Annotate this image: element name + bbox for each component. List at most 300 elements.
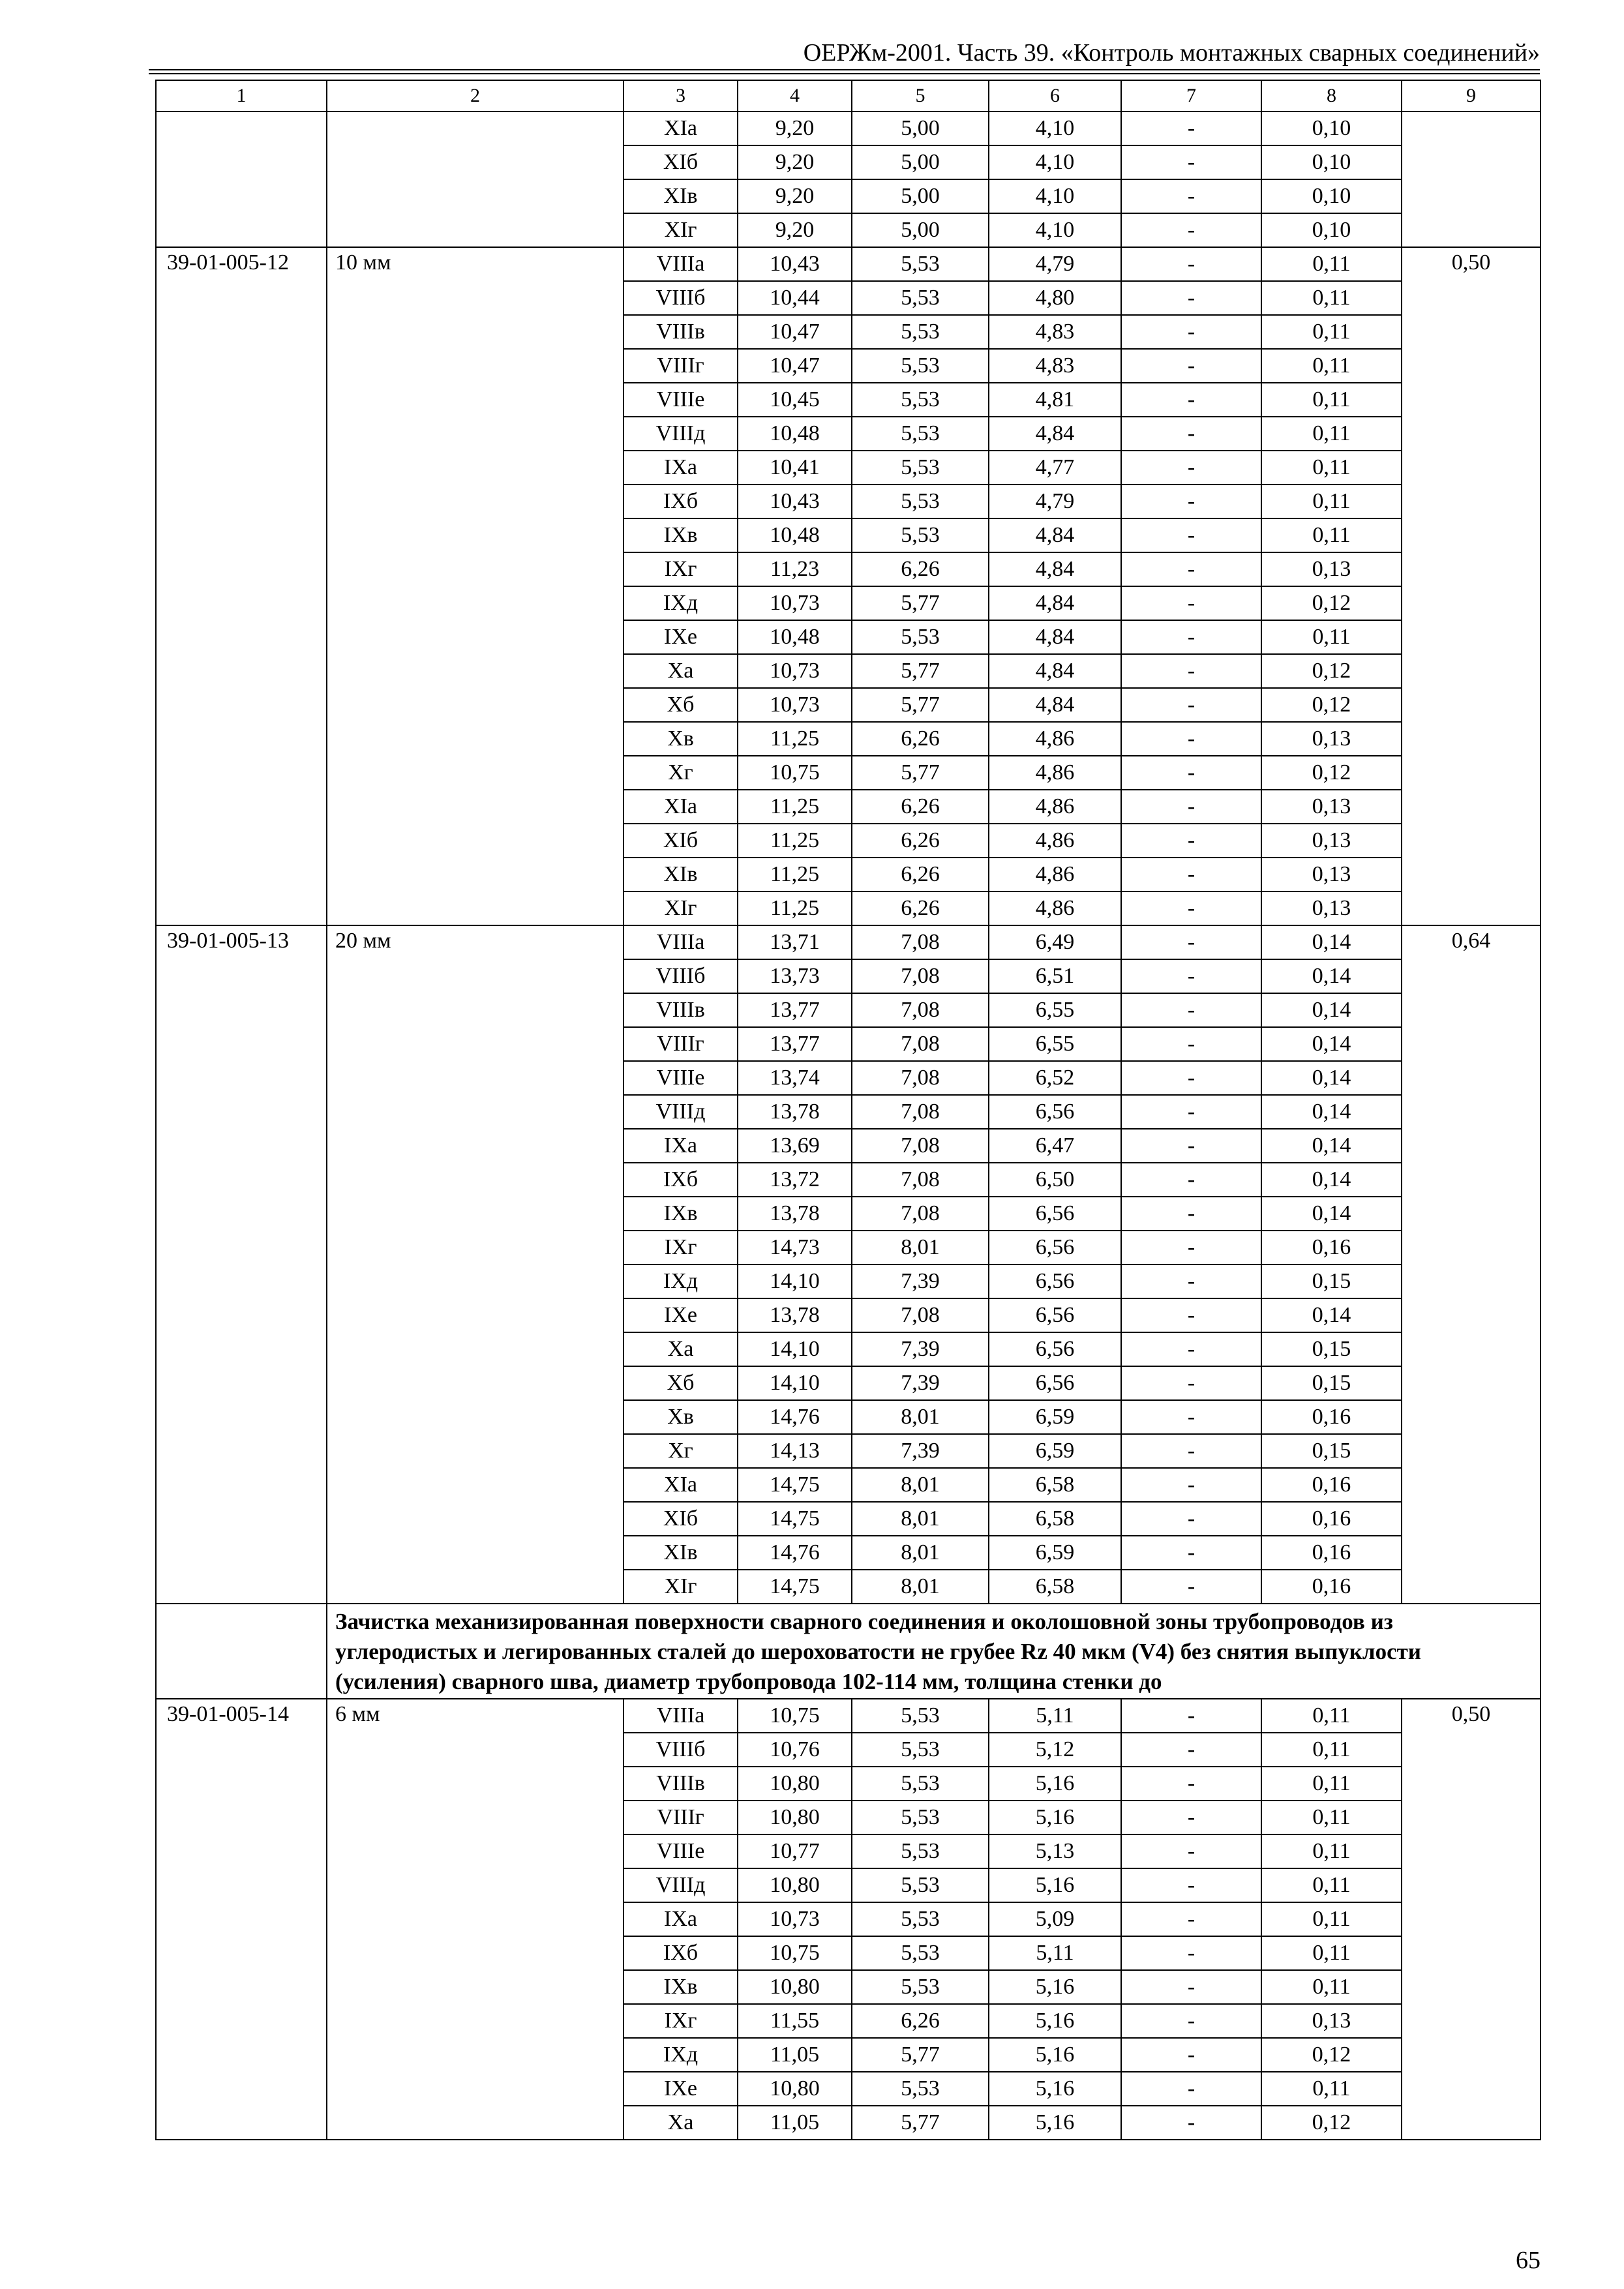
total-cost-cell: 9,20 bbox=[738, 213, 852, 247]
wages-cell: 5,00 bbox=[852, 112, 989, 145]
wages-cell: 5,53 bbox=[852, 485, 989, 518]
column-number: 2 bbox=[327, 80, 624, 112]
driver-wages-cell: - bbox=[1121, 552, 1261, 586]
driver-wages-cell: - bbox=[1121, 1298, 1261, 1332]
column-number: 7 bbox=[1121, 80, 1261, 112]
materials-cell: 0,14 bbox=[1261, 959, 1402, 993]
materials-cell: 0,11 bbox=[1261, 417, 1402, 451]
category-cell: VIIIа bbox=[624, 247, 738, 281]
total-cost-cell: 11,25 bbox=[738, 722, 852, 756]
machines-cell: 6,55 bbox=[989, 1027, 1121, 1061]
wages-cell: 7,08 bbox=[852, 1129, 989, 1163]
total-cost-cell: 10,80 bbox=[738, 1868, 852, 1902]
machines-cell: 4,84 bbox=[989, 586, 1121, 620]
category-cell: XIа bbox=[624, 1468, 738, 1502]
materials-cell: 0,10 bbox=[1261, 213, 1402, 247]
materials-cell: 0,11 bbox=[1261, 485, 1402, 518]
category-cell: VIIIб bbox=[624, 959, 738, 993]
wages-cell: 5,53 bbox=[852, 1970, 989, 2004]
machines-cell: 4,10 bbox=[989, 145, 1121, 179]
driver-wages-cell: - bbox=[1121, 1129, 1261, 1163]
total-cost-cell: 14,10 bbox=[738, 1264, 852, 1298]
machines-cell: 5,09 bbox=[989, 1902, 1121, 1936]
category-cell: Xа bbox=[624, 1332, 738, 1366]
wages-cell: 5,53 bbox=[852, 383, 989, 417]
wall-thickness-cell bbox=[327, 112, 624, 247]
machines-cell: 4,86 bbox=[989, 722, 1121, 756]
materials-cell: 0,15 bbox=[1261, 1366, 1402, 1400]
wages-cell: 7,08 bbox=[852, 959, 989, 993]
category-cell: VIIIе bbox=[624, 383, 738, 417]
machines-cell: 4,80 bbox=[989, 281, 1121, 315]
wages-cell: 5,53 bbox=[852, 1936, 989, 1970]
category-cell: IXв bbox=[624, 1970, 738, 2004]
materials-cell: 0,14 bbox=[1261, 1163, 1402, 1197]
total-cost-cell: 13,69 bbox=[738, 1129, 852, 1163]
total-cost-cell: 13,77 bbox=[738, 993, 852, 1027]
machines-cell: 6,50 bbox=[989, 1163, 1121, 1197]
driver-wages-cell: - bbox=[1121, 1434, 1261, 1468]
machines-cell: 5,16 bbox=[989, 2038, 1121, 2072]
column-number: 4 bbox=[738, 80, 852, 112]
category-cell: IXд bbox=[624, 2038, 738, 2072]
category-cell: IXе bbox=[624, 2072, 738, 2106]
driver-wages-cell: - bbox=[1121, 688, 1261, 722]
category-cell: IXе bbox=[624, 620, 738, 654]
driver-wages-cell: - bbox=[1121, 858, 1261, 891]
total-cost-cell: 10,43 bbox=[738, 485, 852, 518]
section-heading-text: Зачистка механизированная поверхности сварного соединения и околошовной зоны трубопроводов из углеродистых и легированных сталей до шероховатости не грубее Rz 40 мкм (V4) без снятия выпуклости (усиления) сварного шва, диаметр трубопровода 102-114 мм, толщина стенки до bbox=[327, 1604, 1541, 1699]
category-cell: IXв bbox=[624, 1197, 738, 1231]
materials-cell: 0,12 bbox=[1261, 2106, 1402, 2140]
wall-thickness-cell: 6 мм bbox=[327, 1699, 624, 2140]
driver-wages-cell: - bbox=[1121, 485, 1261, 518]
driver-wages-cell: - bbox=[1121, 2004, 1261, 2038]
total-cost-cell: 13,78 bbox=[738, 1298, 852, 1332]
driver-wages-cell: - bbox=[1121, 1733, 1261, 1767]
materials-cell: 0,11 bbox=[1261, 247, 1402, 281]
driver-wages-cell: - bbox=[1121, 620, 1261, 654]
wages-cell: 8,01 bbox=[852, 1536, 989, 1570]
materials-cell: 0,15 bbox=[1261, 1264, 1402, 1298]
category-cell: VIIIе bbox=[624, 1834, 738, 1868]
wages-cell: 7,08 bbox=[852, 1298, 989, 1332]
wages-cell: 5,77 bbox=[852, 586, 989, 620]
driver-wages-cell: - bbox=[1121, 1767, 1261, 1801]
machines-cell: 4,86 bbox=[989, 824, 1121, 858]
column-number: 9 bbox=[1402, 80, 1541, 112]
category-cell: IXа bbox=[624, 1902, 738, 1936]
total-cost-cell: 10,48 bbox=[738, 417, 852, 451]
table-row bbox=[156, 112, 1541, 145]
category-cell: XIв bbox=[624, 858, 738, 891]
materials-cell: 0,11 bbox=[1261, 383, 1402, 417]
wages-cell: 5,77 bbox=[852, 2038, 989, 2072]
materials-cell: 0,10 bbox=[1261, 179, 1402, 213]
total-cost-cell: 13,71 bbox=[738, 925, 852, 959]
total-cost-cell: 14,76 bbox=[738, 1536, 852, 1570]
category-cell: Xа bbox=[624, 2106, 738, 2140]
column-number: 3 bbox=[624, 80, 738, 112]
total-cost-cell: 10,73 bbox=[738, 688, 852, 722]
machines-cell: 4,10 bbox=[989, 112, 1121, 145]
machines-cell: 5,16 bbox=[989, 2106, 1121, 2140]
machines-cell: 4,81 bbox=[989, 383, 1121, 417]
total-cost-cell: 10,73 bbox=[738, 654, 852, 688]
category-cell: IXе bbox=[624, 1298, 738, 1332]
page-number: 65 bbox=[1516, 2247, 1541, 2274]
total-cost-cell: 14,75 bbox=[738, 1570, 852, 1604]
driver-wages-cell: - bbox=[1121, 1902, 1261, 1936]
total-cost-cell: 10,75 bbox=[738, 1936, 852, 1970]
wages-cell: 6,26 bbox=[852, 824, 989, 858]
wages-cell: 8,01 bbox=[852, 1570, 989, 1604]
machines-cell: 4,10 bbox=[989, 179, 1121, 213]
materials-cell: 0,14 bbox=[1261, 925, 1402, 959]
wages-cell: 5,77 bbox=[852, 2106, 989, 2140]
norm-code-cell: 39-01-005-14 bbox=[156, 1699, 327, 2140]
machines-cell: 6,56 bbox=[989, 1231, 1121, 1264]
category-cell: IXб bbox=[624, 485, 738, 518]
machines-cell: 5,13 bbox=[989, 1834, 1121, 1868]
wages-cell: 6,26 bbox=[852, 891, 989, 925]
materials-cell: 0,14 bbox=[1261, 1095, 1402, 1129]
machines-cell: 6,56 bbox=[989, 1332, 1121, 1366]
total-cost-cell: 10,41 bbox=[738, 451, 852, 485]
materials-cell: 0,11 bbox=[1261, 518, 1402, 552]
total-cost-cell: 10,73 bbox=[738, 586, 852, 620]
total-cost-cell: 13,72 bbox=[738, 1163, 852, 1197]
driver-wages-cell: - bbox=[1121, 1027, 1261, 1061]
category-cell: XIа bbox=[624, 790, 738, 824]
materials-cell: 0,15 bbox=[1261, 1434, 1402, 1468]
machines-cell: 4,84 bbox=[989, 518, 1121, 552]
materials-cell: 0,11 bbox=[1261, 620, 1402, 654]
machines-cell: 6,56 bbox=[989, 1298, 1121, 1332]
category-cell: VIIIг bbox=[624, 349, 738, 383]
materials-cell: 0,10 bbox=[1261, 112, 1402, 145]
driver-wages-cell: - bbox=[1121, 112, 1261, 145]
wages-cell: 6,26 bbox=[852, 722, 989, 756]
category-cell: XIб bbox=[624, 1502, 738, 1536]
category-cell: VIIIб bbox=[624, 281, 738, 315]
total-cost-cell: 9,20 bbox=[738, 179, 852, 213]
wages-cell: 5,77 bbox=[852, 654, 989, 688]
category-cell: VIIIе bbox=[624, 1061, 738, 1095]
materials-cell: 0,11 bbox=[1261, 1801, 1402, 1834]
materials-cell: 0,16 bbox=[1261, 1502, 1402, 1536]
materials-cell: 0,11 bbox=[1261, 451, 1402, 485]
category-cell: VIIIд bbox=[624, 417, 738, 451]
driver-wages-cell: - bbox=[1121, 179, 1261, 213]
materials-cell: 0,14 bbox=[1261, 1061, 1402, 1095]
header-double-rule bbox=[149, 69, 1540, 74]
category-cell: XIг bbox=[624, 891, 738, 925]
materials-cell: 0,13 bbox=[1261, 2004, 1402, 2038]
total-cost-cell: 11,05 bbox=[738, 2106, 852, 2140]
category-cell: IXб bbox=[624, 1936, 738, 1970]
materials-cell: 0,11 bbox=[1261, 1699, 1402, 1733]
materials-cell: 0,14 bbox=[1261, 1197, 1402, 1231]
column-9-cell bbox=[1402, 112, 1541, 247]
total-cost-cell: 9,20 bbox=[738, 145, 852, 179]
category-cell: VIIIг bbox=[624, 1801, 738, 1834]
materials-cell: 0,11 bbox=[1261, 281, 1402, 315]
category-cell: VIIIв bbox=[624, 315, 738, 349]
machines-cell: 6,56 bbox=[989, 1095, 1121, 1129]
driver-wages-cell: - bbox=[1121, 1502, 1261, 1536]
materials-cell: 0,16 bbox=[1261, 1231, 1402, 1264]
wages-cell: 7,39 bbox=[852, 1264, 989, 1298]
total-cost-cell: 14,10 bbox=[738, 1366, 852, 1400]
materials-cell: 0,13 bbox=[1261, 790, 1402, 824]
norm-code-cell bbox=[156, 112, 327, 247]
total-cost-cell: 10,75 bbox=[738, 1699, 852, 1733]
driver-wages-cell: - bbox=[1121, 891, 1261, 925]
total-cost-cell: 11,23 bbox=[738, 552, 852, 586]
total-cost-cell: 10,47 bbox=[738, 315, 852, 349]
total-cost-cell: 10,48 bbox=[738, 620, 852, 654]
total-cost-cell: 10,73 bbox=[738, 1902, 852, 1936]
wages-cell: 7,08 bbox=[852, 1061, 989, 1095]
machines-cell: 4,86 bbox=[989, 858, 1121, 891]
driver-wages-cell: - bbox=[1121, 417, 1261, 451]
machines-cell: 6,47 bbox=[989, 1129, 1121, 1163]
category-cell: IXд bbox=[624, 1264, 738, 1298]
total-cost-cell: 10,45 bbox=[738, 383, 852, 417]
driver-wages-cell: - bbox=[1121, 2106, 1261, 2140]
driver-wages-cell: - bbox=[1121, 1095, 1261, 1129]
section-empty-cell bbox=[156, 1604, 327, 1699]
table-row bbox=[156, 247, 1541, 281]
materials-cell: 0,11 bbox=[1261, 1767, 1402, 1801]
wages-cell: 5,53 bbox=[852, 417, 989, 451]
total-cost-cell: 10,80 bbox=[738, 2072, 852, 2106]
wages-cell: 5,53 bbox=[852, 1801, 989, 1834]
machines-cell: 6,59 bbox=[989, 1400, 1121, 1434]
wages-cell: 7,39 bbox=[852, 1366, 989, 1400]
materials-cell: 0,12 bbox=[1261, 654, 1402, 688]
wages-cell: 5,00 bbox=[852, 213, 989, 247]
driver-wages-cell: - bbox=[1121, 1699, 1261, 1733]
total-cost-cell: 13,74 bbox=[738, 1061, 852, 1095]
materials-cell: 0,11 bbox=[1261, 1936, 1402, 1970]
wages-cell: 8,01 bbox=[852, 1502, 989, 1536]
category-cell: VIIIа bbox=[624, 925, 738, 959]
wages-cell: 5,00 bbox=[852, 179, 989, 213]
category-cell: XIв bbox=[624, 179, 738, 213]
driver-wages-cell: - bbox=[1121, 1468, 1261, 1502]
wages-cell: 5,77 bbox=[852, 688, 989, 722]
category-cell: IXа bbox=[624, 1129, 738, 1163]
driver-wages-cell: - bbox=[1121, 993, 1261, 1027]
wages-cell: 5,53 bbox=[852, 620, 989, 654]
total-cost-cell: 11,55 bbox=[738, 2004, 852, 2038]
driver-wages-cell: - bbox=[1121, 213, 1261, 247]
wages-cell: 5,53 bbox=[852, 349, 989, 383]
wall-thickness-cell: 20 мм bbox=[327, 925, 624, 1604]
wages-cell: 7,08 bbox=[852, 993, 989, 1027]
driver-wages-cell: - bbox=[1121, 383, 1261, 417]
driver-wages-cell: - bbox=[1121, 1570, 1261, 1604]
wages-cell: 7,08 bbox=[852, 925, 989, 959]
driver-wages-cell: - bbox=[1121, 1332, 1261, 1366]
column-number: 6 bbox=[989, 80, 1121, 112]
total-cost-cell: 11,25 bbox=[738, 858, 852, 891]
machines-cell: 4,79 bbox=[989, 247, 1121, 281]
machines-cell: 4,83 bbox=[989, 315, 1121, 349]
materials-cell: 0,11 bbox=[1261, 315, 1402, 349]
driver-wages-cell: - bbox=[1121, 1536, 1261, 1570]
category-cell: IXб bbox=[624, 1163, 738, 1197]
category-cell: Xв bbox=[624, 1400, 738, 1434]
category-cell: XIв bbox=[624, 1536, 738, 1570]
wages-cell: 5,77 bbox=[852, 756, 989, 790]
driver-wages-cell: - bbox=[1121, 2038, 1261, 2072]
machines-cell: 6,56 bbox=[989, 1264, 1121, 1298]
wages-cell: 8,01 bbox=[852, 1231, 989, 1264]
materials-cell: 0,12 bbox=[1261, 2038, 1402, 2072]
wages-cell: 5,53 bbox=[852, 1834, 989, 1868]
materials-cell: 0,11 bbox=[1261, 1902, 1402, 1936]
category-cell: VIIIб bbox=[624, 1733, 738, 1767]
column-9-cell: 0,64 bbox=[1402, 925, 1541, 1604]
total-cost-cell: 10,47 bbox=[738, 349, 852, 383]
wages-cell: 7,08 bbox=[852, 1163, 989, 1197]
wages-cell: 5,53 bbox=[852, 2072, 989, 2106]
category-cell: VIIIг bbox=[624, 1027, 738, 1061]
wages-cell: 6,26 bbox=[852, 552, 989, 586]
category-cell: XIб bbox=[624, 145, 738, 179]
category-cell: XIг bbox=[624, 213, 738, 247]
table-row bbox=[156, 925, 1541, 959]
materials-cell: 0,11 bbox=[1261, 1834, 1402, 1868]
wages-cell: 5,53 bbox=[852, 451, 989, 485]
driver-wages-cell: - bbox=[1121, 790, 1261, 824]
wall-thickness-cell: 10 мм bbox=[327, 247, 624, 925]
norms-table bbox=[155, 80, 1541, 2140]
machines-cell: 4,84 bbox=[989, 688, 1121, 722]
wages-cell: 6,26 bbox=[852, 858, 989, 891]
category-cell: IXа bbox=[624, 451, 738, 485]
driver-wages-cell: - bbox=[1121, 1400, 1261, 1434]
category-cell: IXг bbox=[624, 552, 738, 586]
machines-cell: 6,49 bbox=[989, 925, 1121, 959]
wages-cell: 5,53 bbox=[852, 1767, 989, 1801]
wages-cell: 7,08 bbox=[852, 1027, 989, 1061]
machines-cell: 4,86 bbox=[989, 790, 1121, 824]
total-cost-cell: 14,75 bbox=[738, 1502, 852, 1536]
machines-cell: 6,56 bbox=[989, 1197, 1121, 1231]
machines-cell: 5,16 bbox=[989, 1801, 1121, 1834]
category-cell: Xг bbox=[624, 1434, 738, 1468]
materials-cell: 0,11 bbox=[1261, 1733, 1402, 1767]
total-cost-cell: 11,25 bbox=[738, 824, 852, 858]
total-cost-cell: 10,44 bbox=[738, 281, 852, 315]
machines-cell: 6,56 bbox=[989, 1366, 1121, 1400]
materials-cell: 0,11 bbox=[1261, 349, 1402, 383]
machines-cell: 5,12 bbox=[989, 1733, 1121, 1767]
machines-cell: 6,58 bbox=[989, 1570, 1121, 1604]
column-9-cell: 0,50 bbox=[1402, 1699, 1541, 2140]
category-cell: XIг bbox=[624, 1570, 738, 1604]
total-cost-cell: 14,75 bbox=[738, 1468, 852, 1502]
materials-cell: 0,14 bbox=[1261, 1298, 1402, 1332]
machines-cell: 6,52 bbox=[989, 1061, 1121, 1095]
machines-cell: 6,58 bbox=[989, 1468, 1121, 1502]
category-cell: Xв bbox=[624, 722, 738, 756]
machines-cell: 6,59 bbox=[989, 1434, 1121, 1468]
driver-wages-cell: - bbox=[1121, 959, 1261, 993]
wages-cell: 7,39 bbox=[852, 1332, 989, 1366]
driver-wages-cell: - bbox=[1121, 145, 1261, 179]
materials-cell: 0,12 bbox=[1261, 756, 1402, 790]
materials-cell: 0,12 bbox=[1261, 586, 1402, 620]
materials-cell: 0,14 bbox=[1261, 993, 1402, 1027]
category-cell: VIIIв bbox=[624, 993, 738, 1027]
machines-cell: 5,16 bbox=[989, 1970, 1121, 2004]
total-cost-cell: 10,76 bbox=[738, 1733, 852, 1767]
materials-cell: 0,16 bbox=[1261, 1400, 1402, 1434]
wages-cell: 5,53 bbox=[852, 281, 989, 315]
table-row bbox=[156, 1699, 1541, 1733]
driver-wages-cell: - bbox=[1121, 1231, 1261, 1264]
machines-cell: 4,77 bbox=[989, 451, 1121, 485]
machines-cell: 5,16 bbox=[989, 2004, 1121, 2038]
machines-cell: 4,86 bbox=[989, 756, 1121, 790]
driver-wages-cell: - bbox=[1121, 1868, 1261, 1902]
driver-wages-cell: - bbox=[1121, 281, 1261, 315]
column-number: 1 bbox=[156, 80, 327, 112]
total-cost-cell: 9,20 bbox=[738, 112, 852, 145]
materials-cell: 0,13 bbox=[1261, 722, 1402, 756]
wages-cell: 7,39 bbox=[852, 1434, 989, 1468]
materials-cell: 0,11 bbox=[1261, 1970, 1402, 2004]
driver-wages-cell: - bbox=[1121, 349, 1261, 383]
wages-cell: 5,53 bbox=[852, 315, 989, 349]
machines-cell: 5,11 bbox=[989, 1936, 1121, 1970]
machines-cell: 4,86 bbox=[989, 891, 1121, 925]
materials-cell: 0,14 bbox=[1261, 1129, 1402, 1163]
driver-wages-cell: - bbox=[1121, 1936, 1261, 1970]
machines-cell: 4,79 bbox=[989, 485, 1121, 518]
driver-wages-cell: - bbox=[1121, 315, 1261, 349]
table-body bbox=[156, 80, 1541, 2140]
machines-cell: 5,16 bbox=[989, 2072, 1121, 2106]
machines-cell: 6,55 bbox=[989, 993, 1121, 1027]
driver-wages-cell: - bbox=[1121, 925, 1261, 959]
machines-cell: 5,16 bbox=[989, 1767, 1121, 1801]
category-cell: IXг bbox=[624, 1231, 738, 1264]
category-cell: Xб bbox=[624, 1366, 738, 1400]
materials-cell: 0,11 bbox=[1261, 1868, 1402, 1902]
wages-cell: 5,53 bbox=[852, 1733, 989, 1767]
total-cost-cell: 11,25 bbox=[738, 891, 852, 925]
total-cost-cell: 14,10 bbox=[738, 1332, 852, 1366]
total-cost-cell: 14,73 bbox=[738, 1231, 852, 1264]
materials-cell: 0,13 bbox=[1261, 552, 1402, 586]
wages-cell: 8,01 bbox=[852, 1400, 989, 1434]
driver-wages-cell: - bbox=[1121, 654, 1261, 688]
materials-cell: 0,13 bbox=[1261, 858, 1402, 891]
driver-wages-cell: - bbox=[1121, 1834, 1261, 1868]
driver-wages-cell: - bbox=[1121, 2072, 1261, 2106]
materials-cell: 0,10 bbox=[1261, 145, 1402, 179]
machines-cell: 4,83 bbox=[989, 349, 1121, 383]
section-heading-row bbox=[156, 1604, 1541, 1699]
materials-cell: 0,16 bbox=[1261, 1468, 1402, 1502]
driver-wages-cell: - bbox=[1121, 586, 1261, 620]
